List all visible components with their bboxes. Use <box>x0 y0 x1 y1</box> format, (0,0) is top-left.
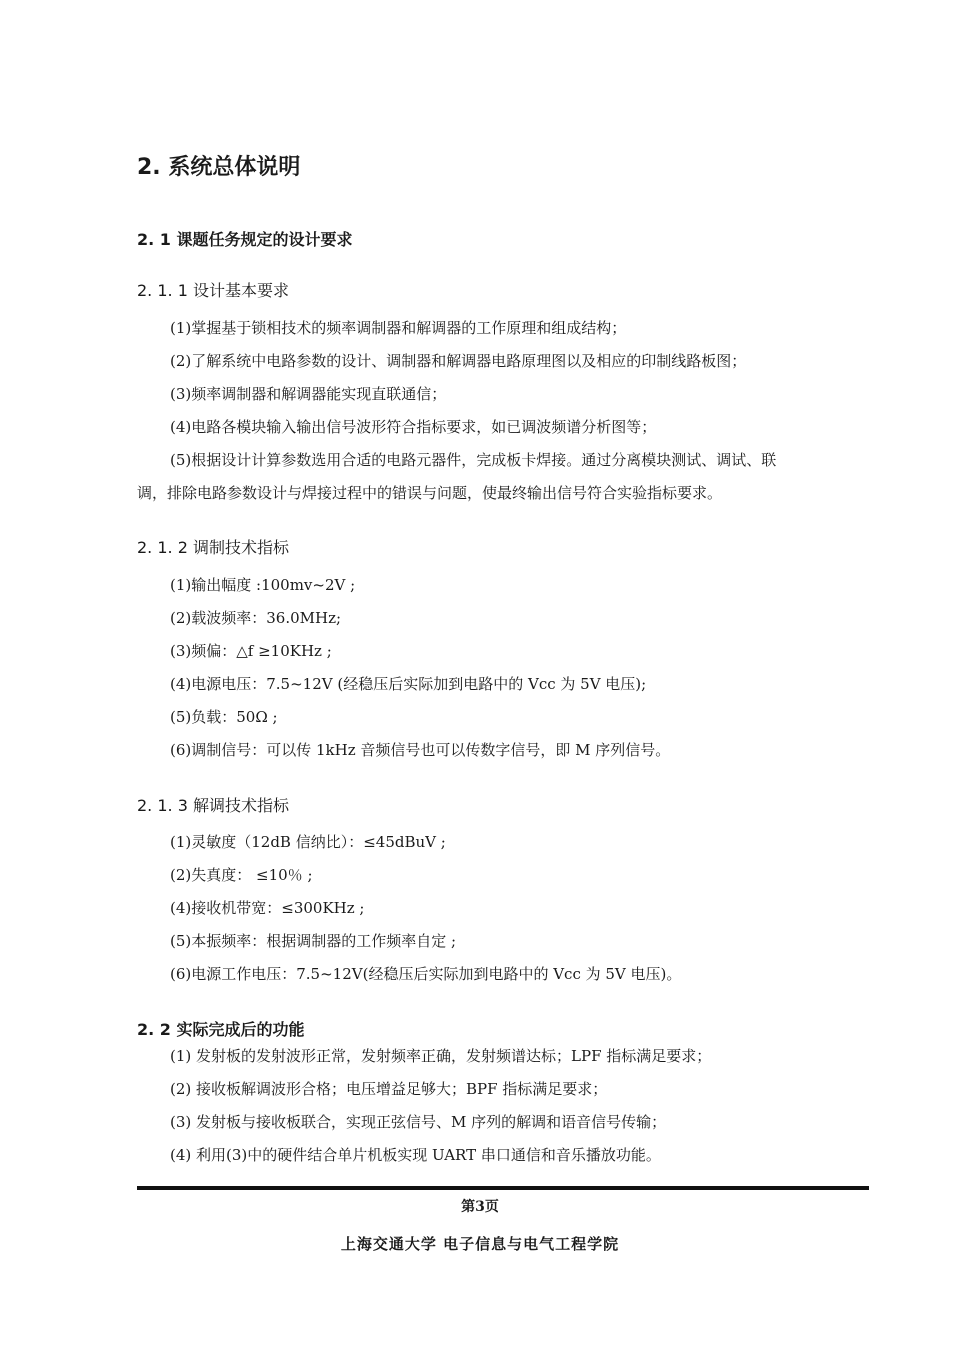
subsection-2-1-1-title: 2. 1. 1 设计基本要求 <box>137 281 289 300</box>
footer-divider <box>137 1186 869 1190</box>
list-item-continuation: 调，排除电路参数设计与焊接过程中的错误与问题，使最终输出信号符合实验指标要求。 <box>137 484 723 502</box>
list-item: (2) 接收板解调波形合格；电压增益足够大；BPF 指标满足要求； <box>170 1080 608 1098</box>
list-item: (1)输出幅度 :100mv~2V ; <box>170 576 356 594</box>
list-item: (4)接收机带宽：≤300KHz ; <box>170 899 365 917</box>
list-item: (2)载波频率：36.0MHz; <box>170 609 342 627</box>
section-heading: 2. 系统总体说明 <box>137 155 301 180</box>
list-item: (4)电路各模块输入输出信号波形符合指标要求，如已调波频谱分析图等； <box>170 418 657 436</box>
list-item: (3) 发射板与接收板联合，实现正弦信号、M 序列的解调和语音信号传输； <box>170 1113 667 1131</box>
list-item: (1) 发射板的发射波形正常，发射频率正确，发射频谱达标；LPF 指标满足要求； <box>170 1047 712 1065</box>
list-item: (4) 利用(3)中的硬件结合单片机板实现 UART 串口通信和音乐播放功能。 <box>170 1146 661 1164</box>
list-item: (3)频率调制器和解调器能实现直联通信； <box>170 385 447 403</box>
footer-institution: 上海交通大学 电子信息与电气工程学院 <box>340 1235 620 1253</box>
subsection-2-1-title: 2. 1 课题任务规定的设计要求 <box>137 230 353 249</box>
subsection-2-1-2-title: 2. 1. 2 调制技术指标 <box>137 538 289 557</box>
subsection-2-2-title: 2. 2 实际完成后的功能 <box>137 1020 305 1039</box>
list-item: (3)频偏：△f ≥10KHz ; <box>170 642 332 660</box>
list-item: (5)本振频率：根据调制器的工作频率自定 ; <box>170 932 457 950</box>
list-item: (1)灵敏度（12dB 信纳比）：≤45dBuV ; <box>170 833 446 851</box>
list-item: (2)失真度： ≤10％ ; <box>170 866 313 884</box>
list-item: (6)电源工作电压：7.5~12V(经稳压后实际加到电路中的 Vcc 为 5V 电压)。 <box>170 965 682 983</box>
list-item: (4)电源电压：7.5~12V (经稳压后实际加到电路中的 Vcc 为 5V 电压); <box>170 675 647 693</box>
list-item: (5)负载：50Ω ; <box>170 708 278 726</box>
list-item: (1)掌握基于锁相技术的频率调制器和解调器的工作原理和组成结构； <box>170 319 627 337</box>
list-item: (6)调制信号：可以传 1kHz 音频信号也可以传数字信号，即 M 序列信号。 <box>170 741 671 759</box>
page-number: 第3页 <box>461 1199 499 1215</box>
subsection-2-1-3-title: 2. 1. 3 解调技术指标 <box>137 796 289 815</box>
list-item: (5)根据设计计算参数选用合适的电路元器件，完成板卡焊接。通过分离模块测试、调试、联 <box>170 451 777 469</box>
list-item: (2)了解系统中电路参数的设计、调制器和解调器电路原理图以及相应的印制线路板图； <box>170 352 747 370</box>
